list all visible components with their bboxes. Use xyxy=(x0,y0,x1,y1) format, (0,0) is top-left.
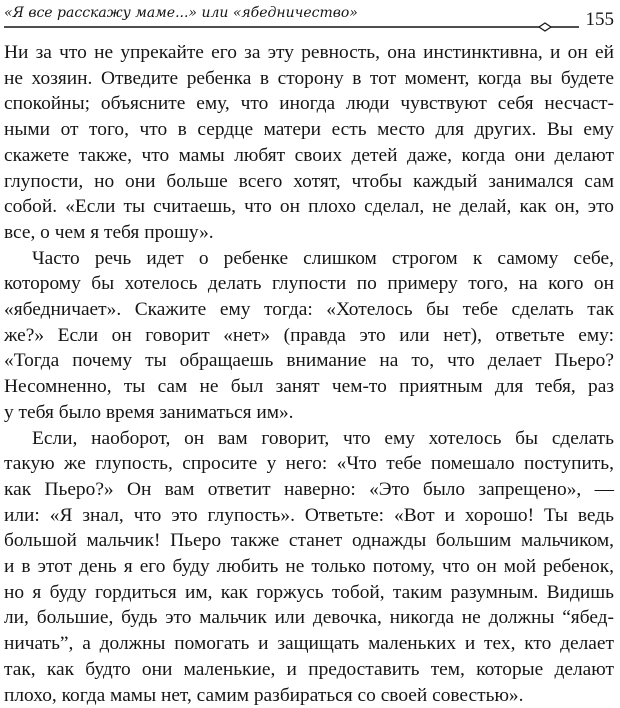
text-line: ничать”, а должны помогать и защищать маленьких и тех, кто делает xyxy=(4,633,614,655)
text-line: у тебя было время заниматься им». xyxy=(4,401,294,423)
text-line: скажете также, что мамы любят своих детей даже, когда они делают xyxy=(4,144,614,166)
text-line: ли, большие, будь это мальчик или девочка, никогда не должны “ябед- xyxy=(4,607,614,629)
text-line: Несомненно, ты сам не был занят чем-то приятным для тебя, раз xyxy=(4,376,614,398)
text-line: «Тогда почему ты обращаешь внимание на то, что делает Пьеро? xyxy=(4,350,614,372)
text-line: большой мальчик! Пьеро также станет однажды большим мальчиком, xyxy=(4,530,614,552)
text-line: как Пьеро?» Он вам ответит наверно: «Это было запрещено», — xyxy=(4,478,614,500)
text-line: «ябедничает». Скажите ему тогда: «Хотелось бы тебе сделать так xyxy=(4,299,614,321)
text-line: же?» Если он говорит «нет» (правда это или нет), ответьте ему: xyxy=(4,324,614,346)
text-line: не хозяин. Отведите ребенка в сторону в тот момент, когда вы будете xyxy=(4,67,614,89)
paragraph xyxy=(4,246,614,426)
text-line: плохо, когда мамы нет, самим разбираться со своей совестью». xyxy=(4,684,524,706)
header-rule xyxy=(4,22,579,32)
text-line: или: «Я знал, что это глупость». Ответьте: «Вот и хорошо! Ты ведь xyxy=(4,504,614,526)
text-line: Ни за что не упрекайте его за эту ревность, она инстинктивна, и он ей xyxy=(4,42,614,63)
text-line: которому бы хотелось делать глупости по примеру того, на кого он xyxy=(4,273,614,295)
text-line: глупости, но они больше всего хотят, чтобы каждый занимался сам xyxy=(4,170,614,192)
paragraph xyxy=(4,426,614,708)
page-number: 155 xyxy=(585,9,614,30)
text-line: но я буду гордиться им, как горжусь тобой, таким разумным. Видишь xyxy=(4,581,614,603)
body-text xyxy=(4,40,614,708)
text-line: ными от того, что в сердце матери есть место для других. Вы ему xyxy=(4,119,614,141)
text-line: спокойны; объясните ему, что иногда люди чувствуют себя несчаст- xyxy=(4,93,614,115)
text-line: такую же глупость, спросите у него: «Что тебе помешало поступить, xyxy=(4,453,614,475)
text-line: собой. «Если ты считаешь, что он плохо сделал, не делай, как он, это xyxy=(4,196,614,218)
text-line: Часто речь идет о ребенке слишком строгом к самому себе, xyxy=(32,247,614,269)
text-line: так, как будто они маленькие, и предоставить тем, которые делают xyxy=(4,658,614,680)
running-header-title: «Я все расскажу маме...» или «ябедничество» xyxy=(4,5,358,21)
text-line: все, о чем я тебя прошу». xyxy=(4,221,214,243)
paragraph xyxy=(4,40,614,246)
text-line: Если, наоборот, он вам говорит, что ему хотелось бы сделать xyxy=(32,427,614,449)
text-line: и в этот день я его буду любить не только потому, что он мой ребенок, xyxy=(4,556,614,578)
